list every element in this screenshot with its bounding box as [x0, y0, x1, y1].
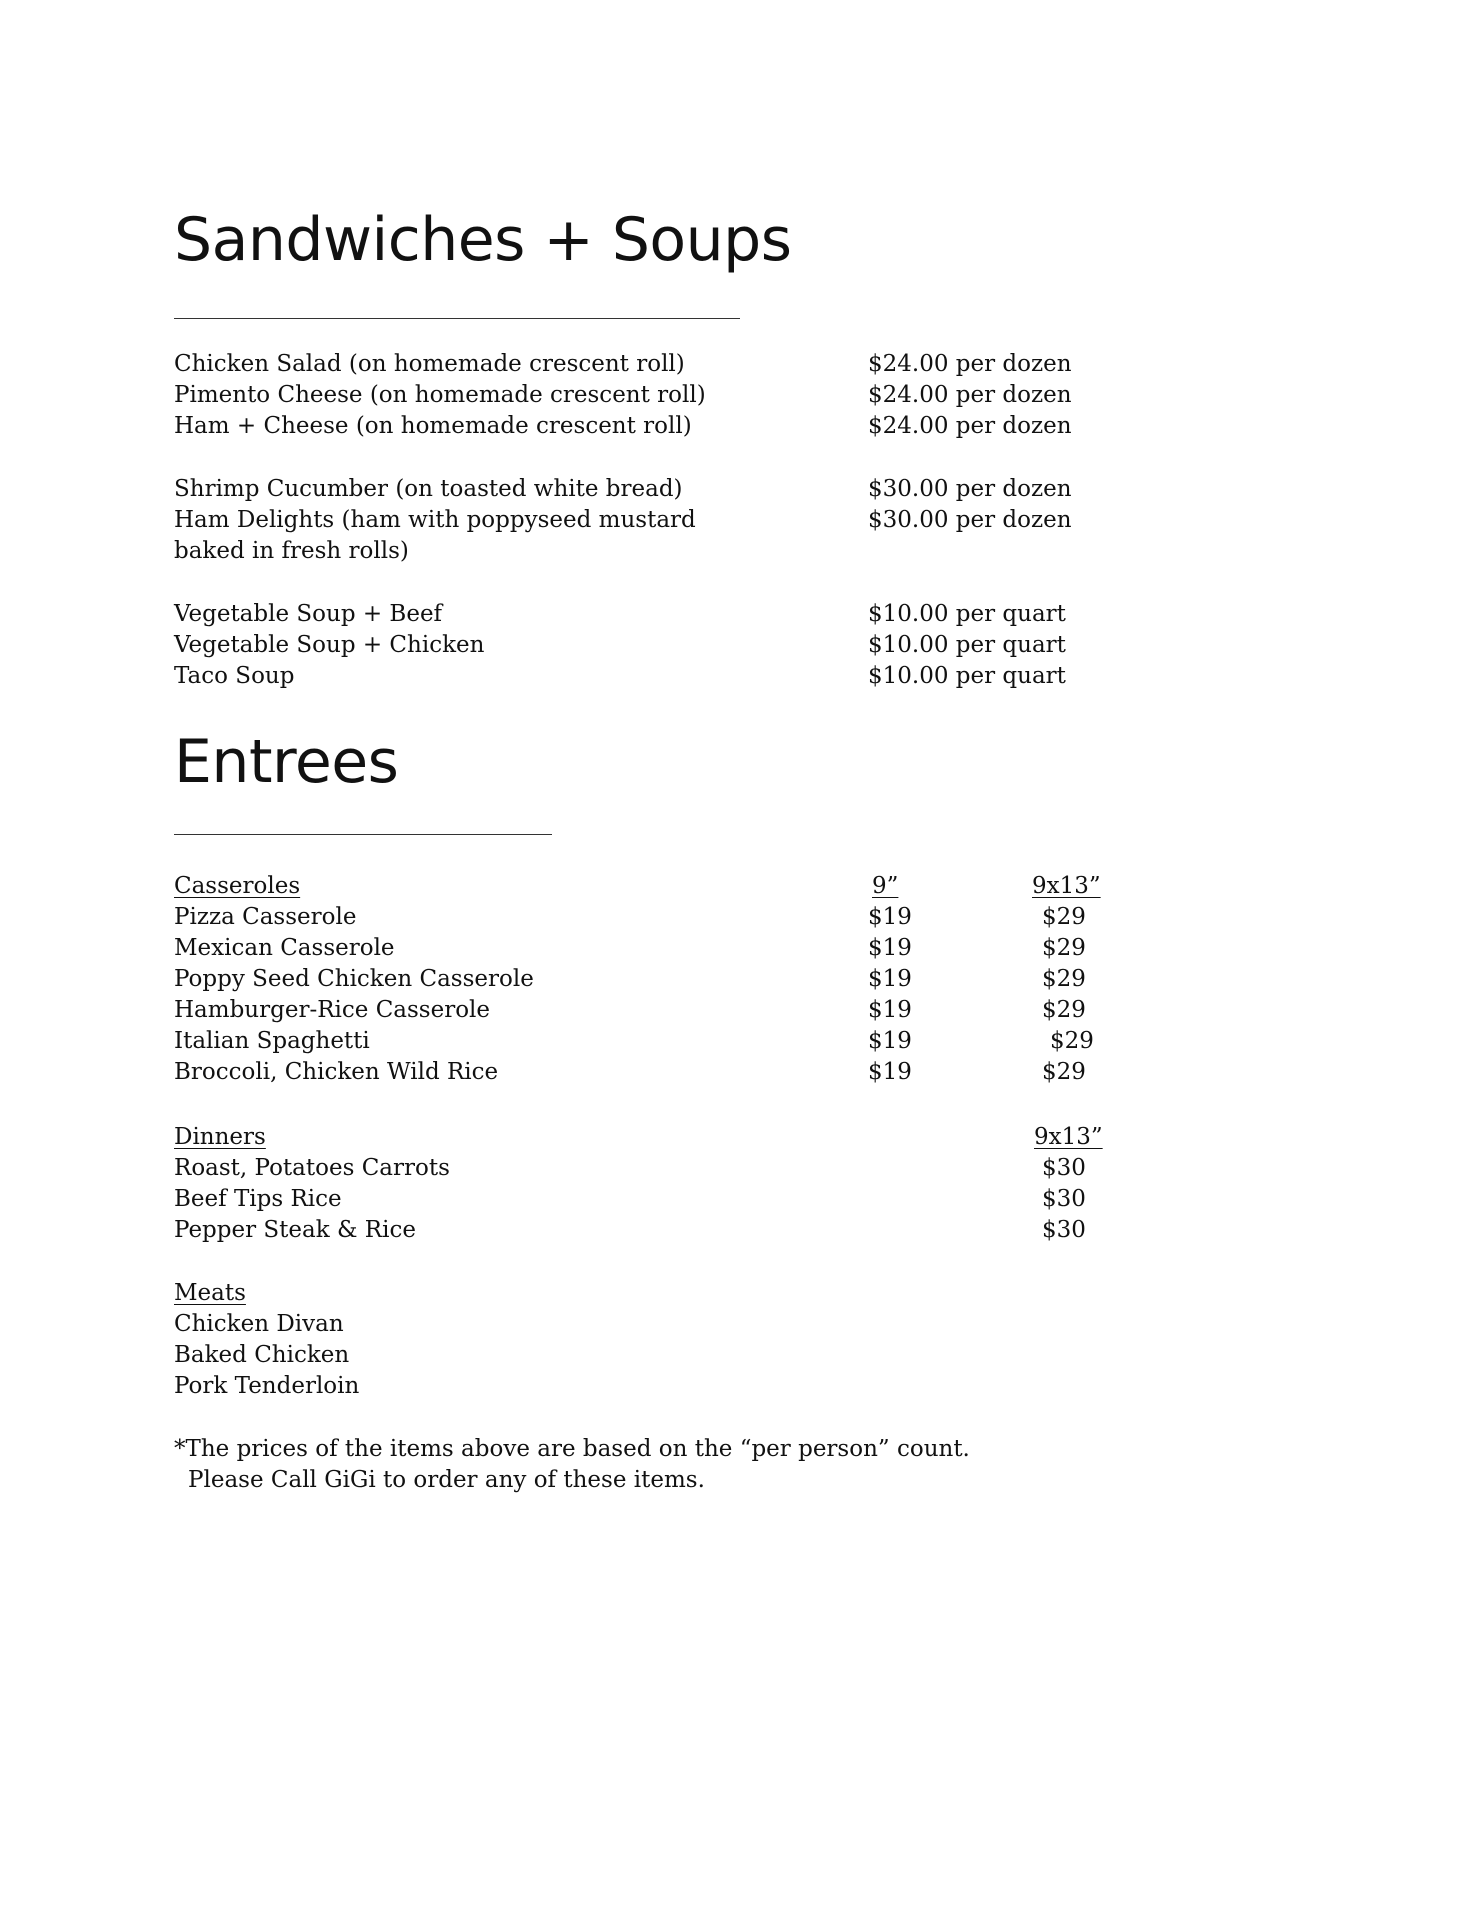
- menu-item-price: $30.00 per dozen: [868, 507, 1072, 533]
- menu-item: [174, 964, 1174, 995]
- menu-item-name: Ham + Cheese (on homemade crescent roll): [174, 413, 692, 439]
- section-divider: [174, 834, 552, 835]
- menu-item: [174, 1026, 1174, 1057]
- price-9x13: $29: [1042, 997, 1086, 1023]
- menu-item-name: Hamburger-Rice Casserole: [174, 997, 491, 1023]
- price-9in: $19: [868, 1059, 912, 1085]
- menu-item: [174, 505, 1174, 536]
- menu-item: [174, 1371, 1174, 1402]
- price-9x13: $30: [1042, 1186, 1086, 1212]
- price-9in: $19: [868, 1028, 912, 1054]
- column-header-9in: 9”: [872, 873, 899, 899]
- menu-item: [174, 474, 1174, 505]
- menu-item-name: Vegetable Soup + Beef: [174, 601, 443, 627]
- price-9x13: $29: [1042, 904, 1086, 930]
- menu-item-continuation: [174, 536, 1174, 567]
- menu-item: [174, 411, 1174, 442]
- price-9x13: $29: [1042, 966, 1086, 992]
- price-9in: $19: [868, 935, 912, 961]
- subsection-label: Meats: [174, 1280, 246, 1306]
- menu-item-price: $10.00 per quart: [868, 632, 1066, 658]
- subsection-header-casseroles: [174, 871, 1174, 902]
- menu-item-price: $24.00 per dozen: [868, 382, 1072, 408]
- menu-item-price: $10.00 per quart: [868, 601, 1066, 627]
- menu-item: [174, 599, 1174, 630]
- menu-item-name: Pizza Casserole: [174, 904, 357, 930]
- menu-item: [174, 902, 1174, 933]
- menu-item-name: Ham Delights (ham with poppyseed mustard: [174, 507, 696, 533]
- subsection-header-meats: [174, 1278, 1174, 1309]
- menu-item: [174, 1215, 1174, 1246]
- menu-item-name: Roast, Potatoes Carrots: [174, 1155, 450, 1181]
- menu-item: [174, 380, 1174, 411]
- menu-item-name: baked in fresh rolls): [174, 538, 409, 564]
- subsection-label: Casseroles: [174, 873, 301, 899]
- menu-item-name: Pepper Steak & Rice: [174, 1217, 416, 1243]
- menu-item-name: Broccoli, Chicken Wild Rice: [174, 1059, 499, 1085]
- menu-item-price: $10.00 per quart: [868, 663, 1066, 689]
- subsection-label: Dinners: [174, 1124, 266, 1150]
- section-title-entrees: Entrees: [174, 727, 399, 797]
- subsection-header-dinners: [174, 1122, 1174, 1153]
- menu-item-name: Chicken Divan: [174, 1311, 344, 1337]
- menu-item: [174, 995, 1174, 1026]
- footnote-line-2: Please Call GiGi to order any of these items.: [188, 1467, 705, 1493]
- price-9x13: $30: [1042, 1155, 1086, 1181]
- menu-item: [174, 1309, 1174, 1340]
- menu-item-name: Baked Chicken: [174, 1342, 350, 1368]
- price-9x13: $29: [1042, 1059, 1086, 1085]
- menu-item-name: Chicken Salad (on homemade crescent roll): [174, 351, 685, 377]
- menu-item-name: Poppy Seed Chicken Casserole: [174, 966, 534, 992]
- section-divider: [174, 318, 740, 319]
- menu-item-name: Pork Tenderloin: [174, 1373, 360, 1399]
- section-title-sandwiches-soups: Sandwiches + Soups: [174, 205, 792, 275]
- menu-item: [174, 1184, 1174, 1215]
- column-header-9x13: 9x13”: [1034, 1124, 1103, 1150]
- menu-item-name: Pimento Cheese (on homemade crescent roll): [174, 382, 706, 408]
- menu-item-price: $24.00 per dozen: [868, 413, 1072, 439]
- menu-item-price: $24.00 per dozen: [868, 351, 1072, 377]
- menu-item-name: Taco Soup: [174, 663, 295, 689]
- price-9in: $19: [868, 997, 912, 1023]
- price-9in: $19: [868, 904, 912, 930]
- menu-item: [174, 630, 1174, 661]
- price-9x13: $29: [1050, 1028, 1094, 1054]
- menu-item-price: $30.00 per dozen: [868, 476, 1072, 502]
- menu-item: [174, 349, 1174, 380]
- footnote-line-1: *The prices of the items above are based on the “per person” count.: [174, 1436, 970, 1462]
- menu-item-name: Mexican Casserole: [174, 935, 395, 961]
- menu-item-name: Beef Tips Rice: [174, 1186, 342, 1212]
- menu-item-name: Italian Spaghetti: [174, 1028, 370, 1054]
- menu-item: [174, 1153, 1174, 1184]
- price-9x13: $29: [1042, 935, 1086, 961]
- price-9x13: $30: [1042, 1217, 1086, 1243]
- column-header-9x13: 9x13”: [1032, 873, 1101, 899]
- menu-item: [174, 1340, 1174, 1371]
- menu-item-name: Shrimp Cucumber (on toasted white bread): [174, 476, 683, 502]
- menu-item: [174, 661, 1174, 692]
- menu-item: [174, 933, 1174, 964]
- menu-item-name: Vegetable Soup + Chicken: [174, 632, 485, 658]
- price-9in: $19: [868, 966, 912, 992]
- menu-item: [174, 1057, 1174, 1088]
